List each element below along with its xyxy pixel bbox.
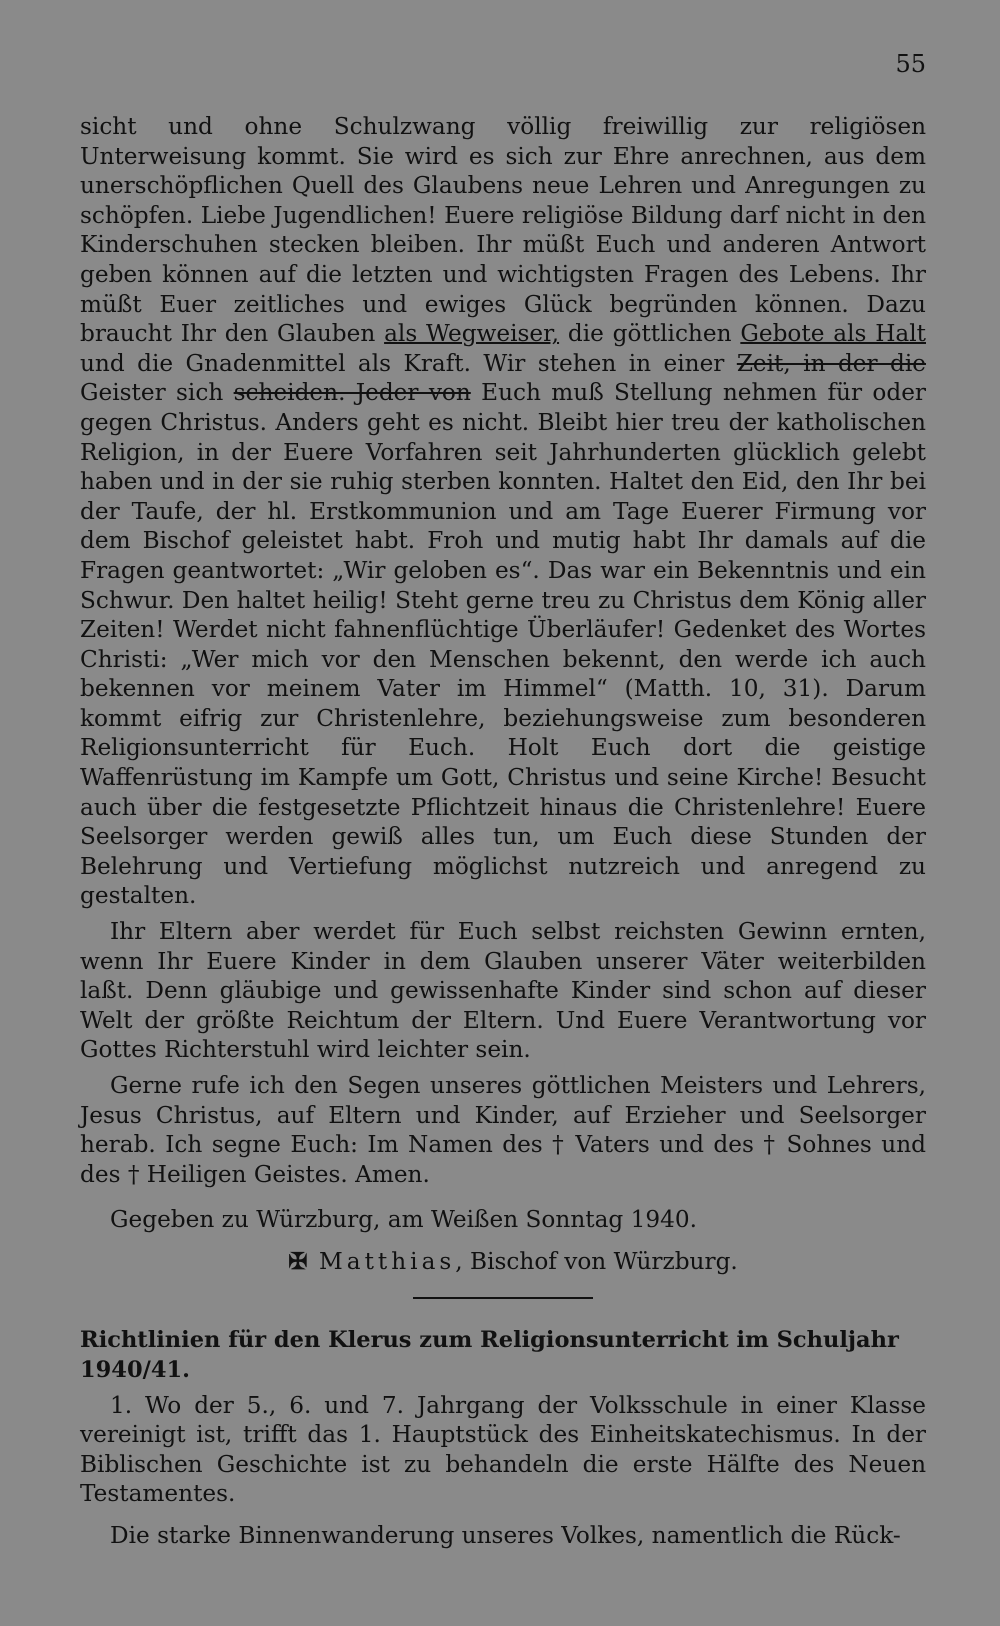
text-run: Euch muß Stellung nehmen für oder gegen Christus. Anders geht es nicht. Bleibt hier treu der katholischen Religion, in der Euere Vorfahren seit Jahrhunderten glücklich gelebt haben und in der sie ruhig sterben konnten. Haltet den Eid, den Ihr bei der Taufe, der hl. Erstkommunion und am Tage Euerer Firmung vor dem Bischof geleistet habt. Froh und mutig habt Ihr damals auf die Fragen geantwortet: „Wir geloben es“. Das war ein Bekenntnis und ein Schwur. Den haltet heilig! Steht gerne treu zu Christus dem König aller Zeiten! Werdet nicht fahnenflüchtige Überläufer! Gedenket des Wortes Christi: „Wer mich vor den Menschen bekennt, den werde ich auch bekennen vor meinem Vater im Himmel“ (Matth. 10, 31). Darum kommt eifrig zur Christenlehre, beziehungsweise zum besonderen Religionsunterricht für Euch. Holt Euch dort die geistige Waffenrüstung im Kampfe um Gott, Christus und seine Kirche! Besucht auch über die festgesetzte Pflichtzeit hinaus die Christenlehre! Euere Seelsorger werden gewiß alles tun, um Euch diese Stunden der Belehrung und Vertiefung möglichst nutzreich und anregend zu gestalten. [80, 379, 926, 910]
underlined-text: Gebote als Halt [740, 320, 926, 348]
text-run: die göttlichen [559, 320, 741, 348]
struck-text: scheiden. Jeder von [233, 379, 471, 407]
signature-line [80, 1247, 926, 1277]
section-paragraph-1: 1. Wo der 5., 6. und 7. Jahrgang der Volksschule in einer Klasse vereinigt ist, trifft das 1. Hauptstück des Einheitskatechismus. In der Biblischen Geschichte ist zu behandeln die erste Hälfte des Neuen Testamentes. [80, 1391, 926, 1508]
page-number: 55 [895, 50, 926, 78]
text-run: Geister sich [80, 379, 234, 407]
section-heading: Richtlinien für den Klerus zum Religionsunterricht im Schuljahr 1940/41. [80, 1326, 899, 1383]
underlined-text: als Wegweiser, [384, 320, 560, 348]
bishop-cross-icon: ✠ [288, 1247, 308, 1275]
signature-title: , Bischof von Würzburg. [455, 1247, 738, 1275]
signature-name: Matthias [319, 1247, 456, 1275]
text-run: und die Gnadenmittel als Kraft. Wir stehen in einer [80, 349, 737, 377]
paragraph-blessing: Gerne rufe ich den Segen unseres göttlichen Meisters und Lehrers, Jesus Christus, auf Eltern und Kinder, auf Erzieher und Seelsorger herab. Ich segne Euch: Im Namen des † Vaters und des † Sohnes und des † Heiligen Geistes. Amen. [80, 1072, 926, 1188]
paragraph-youth-exhortation [80, 112, 926, 911]
section-divider [413, 1297, 593, 1299]
struck-text: Zeit, in der die [736, 349, 927, 377]
paragraph-parents: Ihr Eltern aber werdet für Euch selbst reichsten Gewinn ernten, wenn Ihr Euere Kinder in dem Glauben unserer Väter weiterbilden laßt. Denn gläubige und gewissenhafte Kinder sind schon auf dieser Welt der größte Reichtum der Eltern. Und Euere Verantwortung vor Gottes Richterstuhl wird leichter sein. [80, 918, 926, 1064]
document-body [80, 112, 926, 1551]
section-paragraph-2: Die starke Binnenwanderung unseres Volkes, namentlich die Rück- [110, 1521, 901, 1549]
text-run: sicht und ohne Schulzwang völlig freiwillig zur religiösen Unterweisung kommt. Sie wird es sich zur Ehre anrechnen, aus dem unerschöpflichen Quell des Glaubens neue Lehren und Anregungen zu schöpfen. Liebe Jugendlichen! Euere religiöse Bildung darf nicht in den Kinderschuhen stecken bleiben. Ihr müßt Euch und anderen Antwort geben können auf die letzten und wichtigsten Fragen des Lebens. Ihr müßt Euer zeitliches und ewiges Glück begründen können. Dazu braucht Ihr den Glauben [80, 113, 926, 348]
dateline: Gegeben zu Würzburg, am Weißen Sonntag 1940. [110, 1206, 697, 1234]
